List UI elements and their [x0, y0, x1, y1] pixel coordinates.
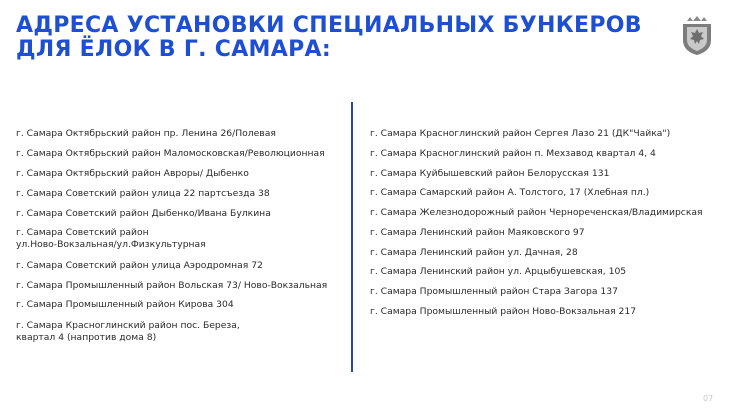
address-item: г. Самара Самарский район А. Толстого, 17 (Хлебная пл.) [370, 187, 650, 198]
address-item: г. Самара Промышленный район Кирова 304 [16, 299, 234, 310]
address-item: г. Самара Красноглинский район пос. Береза, квартал 4 (напротив дома 8) [16, 320, 240, 343]
address-item: г. Самара Красноглинский район п. Мехзавод квартал 4, 4 [370, 148, 656, 159]
address-item: г. Самара Промышленный район Стара Загора 137 [370, 286, 618, 297]
address-item: г. Самара Октябрьский район пр. Ленина 26/Полевая [16, 128, 276, 139]
address-item: г. Самара Куйбышевский район Белорусская 131 [370, 168, 610, 179]
regional-coat-of-arms-icon [680, 16, 714, 56]
address-item: г. Самара Ленинский район Маяковского 97 [370, 227, 585, 238]
address-item: г. Самара Промышленный район Вольская 73/ Ново-Вокзальная [16, 280, 328, 291]
column-divider [351, 102, 353, 372]
address-item: г. Самара Советский район Дыбенко/Ивана Булкина [16, 208, 271, 219]
slide-title-line2: ДЛЯ ЁЛОК В Г. САМАРА: [16, 37, 331, 62]
address-item: г. Самара Советский район улица 22 партсъезда 38 [16, 188, 270, 199]
page-number: 07 [703, 394, 714, 403]
address-item: г. Самара Советский район ул.Ново-Вокзальная/ул.Физкультурная [16, 227, 206, 250]
slide-title-line1: АДРЕСА УСТАНОВКИ СПЕЦИАЛЬНЫХ БУНКЕРОВ [16, 13, 642, 38]
address-item: г. Самара Октябрьский район Маломосковская/Революционная [16, 148, 325, 159]
address-item: г. Самара Железнодорожный район Чернореченская/Владимирская [370, 207, 703, 218]
address-item: г. Самара Советский район улица Аэродромная 72 [16, 260, 263, 271]
address-item: г. Самара Октябрьский район Авроры/ Дыбенко [16, 168, 249, 179]
address-item: г. Самара Красноглинский район Сергея Лазо 21 (ДК"Чайка") [370, 128, 671, 139]
address-item: г. Самара Ленинский район ул. Дачная, 28 [370, 247, 578, 258]
address-item: г. Самара Ленинский район ул. Арцыбушевская, 105 [370, 266, 627, 277]
address-item: г. Самара Промышленный район Ново-Вокзальная 217 [370, 306, 637, 317]
slide-title [16, 14, 642, 62]
